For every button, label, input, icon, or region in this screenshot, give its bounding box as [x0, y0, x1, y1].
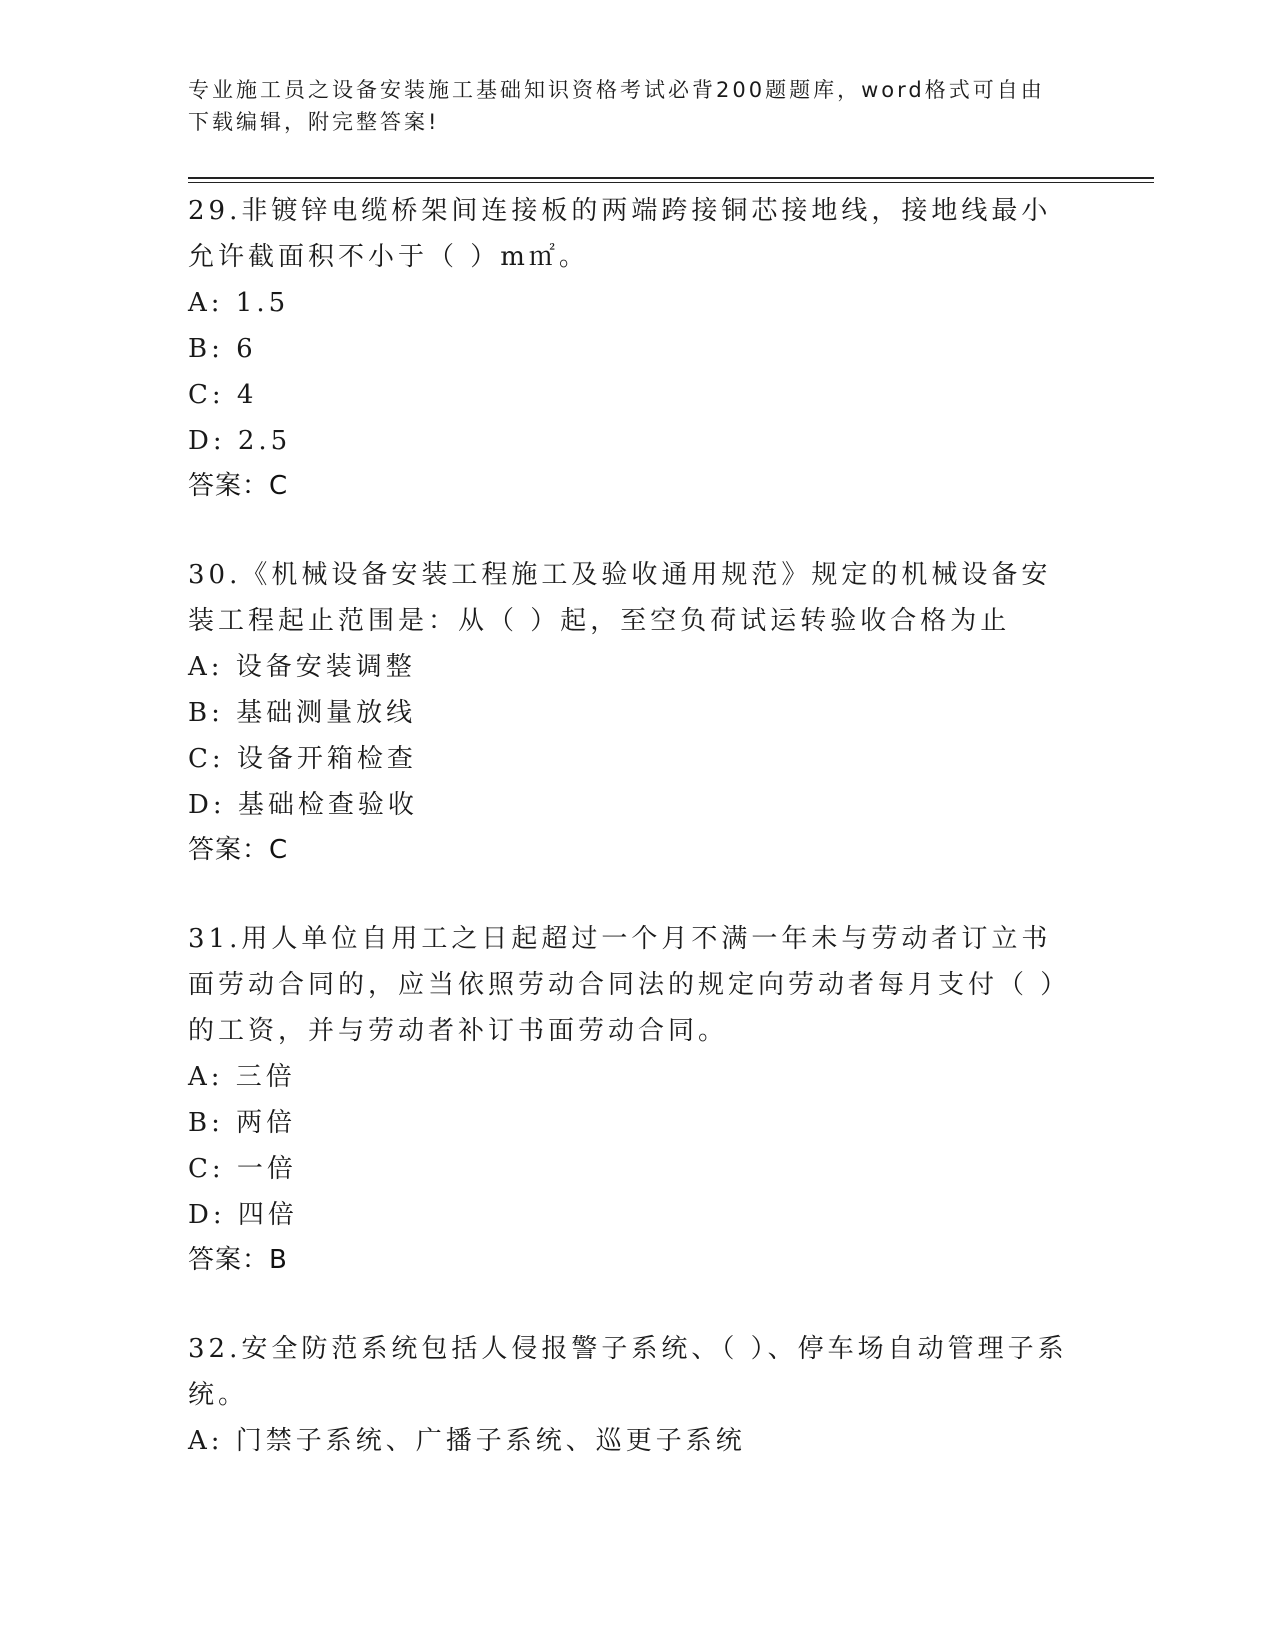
question-30	[188, 552, 1088, 872]
option-b: B: 基础测量放线	[188, 698, 417, 728]
option-d: D: 四倍	[188, 1200, 298, 1230]
answer-text: 答案：B	[188, 1245, 288, 1275]
question-text: 29.非镀锌电缆桥架间连接板的两端跨接铜芯接地线，接地线最小允许截面积不小于（ ）m㎡。	[188, 196, 1052, 272]
option-a: A: 三倍	[188, 1062, 296, 1092]
question-text: 32.安全防范系统包括人侵报警子系统、（ ）、停车场自动管理子系统。	[188, 1334, 1068, 1410]
option-c: C: 4	[188, 380, 258, 410]
option-b: B: 两倍	[188, 1108, 297, 1138]
option-c: C: 设备开箱检查	[188, 744, 417, 774]
question-list	[188, 188, 1088, 1464]
option-a: A: 设备安装调整	[188, 652, 416, 682]
option-a: A: 1.5	[188, 288, 290, 318]
option-a: A: 门禁子系统、广播子系统、巡更子系统	[188, 1426, 746, 1456]
question-29	[188, 188, 1088, 508]
header-divider-thin	[188, 182, 1154, 183]
question-32	[188, 1326, 1088, 1464]
option-d: D: 基础检查验收	[188, 790, 418, 820]
answer-text: 答案：C	[188, 835, 289, 865]
option-b: B: 6	[188, 334, 257, 364]
document-header: 专业施工员之设备安装施工基础知识资格考试必背200题题库，word格式可自由下载编辑，附完整答案!	[188, 78, 1045, 134]
header-divider-thick	[188, 177, 1154, 179]
question-text: 30.《机械设备安装工程施工及验收通用规范》规定的机械设备安装工程起止范围是：从（ ）起，至空负荷试运转验收合格为止	[188, 560, 1052, 636]
answer-text: 答案：C	[188, 471, 289, 501]
option-d: D: 2.5	[188, 426, 292, 456]
question-31	[188, 916, 1088, 1282]
question-text: 31.用人单位自用工之日起超过一个月不满一年未与劳动者订立书面劳动合同的，应当依照劳动合同法的规定向劳动者每月支付（ ）的工资，并与劳动者补订书面劳动合同。	[188, 924, 1058, 1046]
option-c: C: 一倍	[188, 1154, 297, 1184]
